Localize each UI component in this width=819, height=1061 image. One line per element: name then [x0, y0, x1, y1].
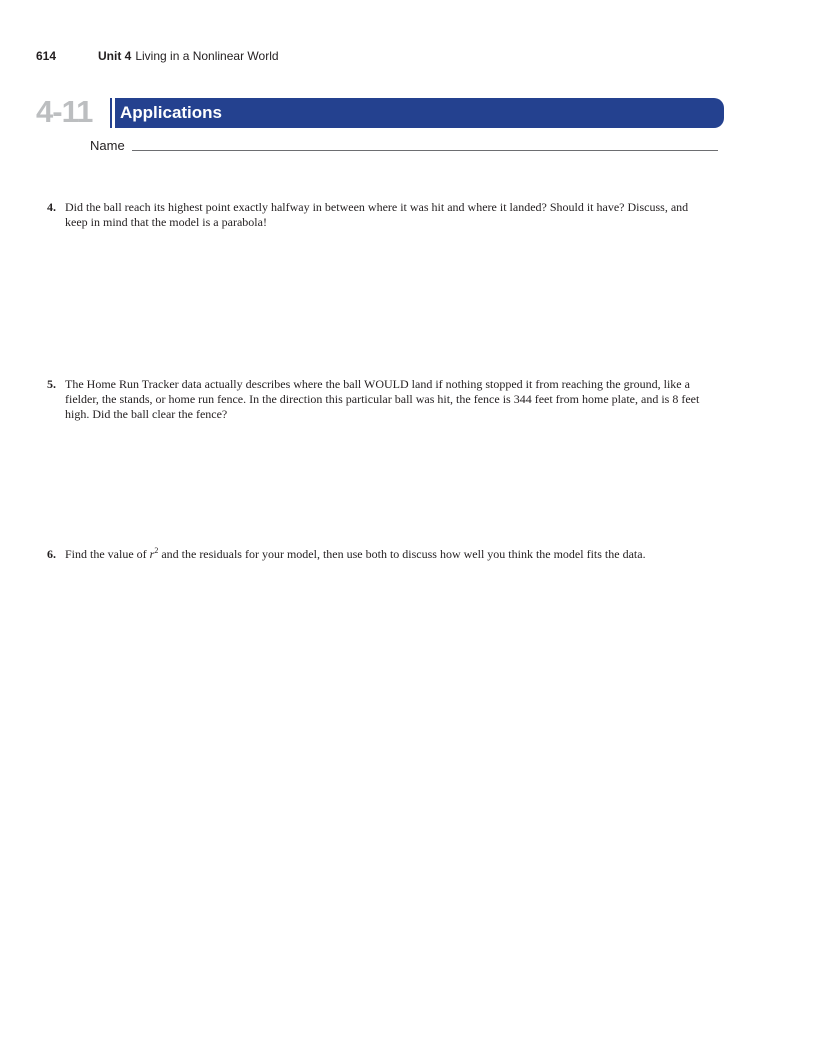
unit-label: Unit 4: [98, 49, 132, 63]
name-field: [90, 137, 718, 155]
question-6: [47, 547, 687, 562]
question-text-before: Find the value of: [65, 547, 150, 561]
lesson-title: Applications: [120, 103, 223, 122]
question-5: [47, 377, 707, 422]
question-text-after: and the residuals for your model, then use both to discuss how well you think the model fits the data.: [158, 547, 646, 561]
lesson-banner: [36, 94, 724, 129]
question-text: The Home Run Tracker data actually describes where the ball WOULD land if nothing stopped it from reaching the ground, like a fielder, the stands, or home run fence. In the direction this particular ball was hit, the fence is 344 feet from home plate, and is 8 feet high. Did the ball clear the fence?: [65, 377, 700, 421]
question-number: 4.: [47, 200, 56, 214]
name-input-line[interactable]: [132, 150, 718, 151]
question-number: 5.: [47, 377, 56, 391]
lesson-number: 4-11: [36, 94, 93, 129]
name-label: Name: [90, 138, 125, 153]
lesson-title-bar: [110, 98, 724, 128]
unit-title: Living in a Nonlinear World: [135, 49, 279, 63]
question-number: 6.: [47, 547, 56, 561]
question-text: Did the ball reach its highest point exactly halfway in between where it was hit and where it landed? Should it have? Discuss, and keep in mind that the model is a parabola!: [65, 200, 689, 229]
page-number: 614: [36, 49, 57, 63]
running-header: [36, 48, 279, 64]
question-4: [47, 200, 707, 230]
question-text: [65, 547, 687, 562]
exponent: 2: [154, 546, 159, 555]
variable-r: r: [149, 547, 155, 561]
